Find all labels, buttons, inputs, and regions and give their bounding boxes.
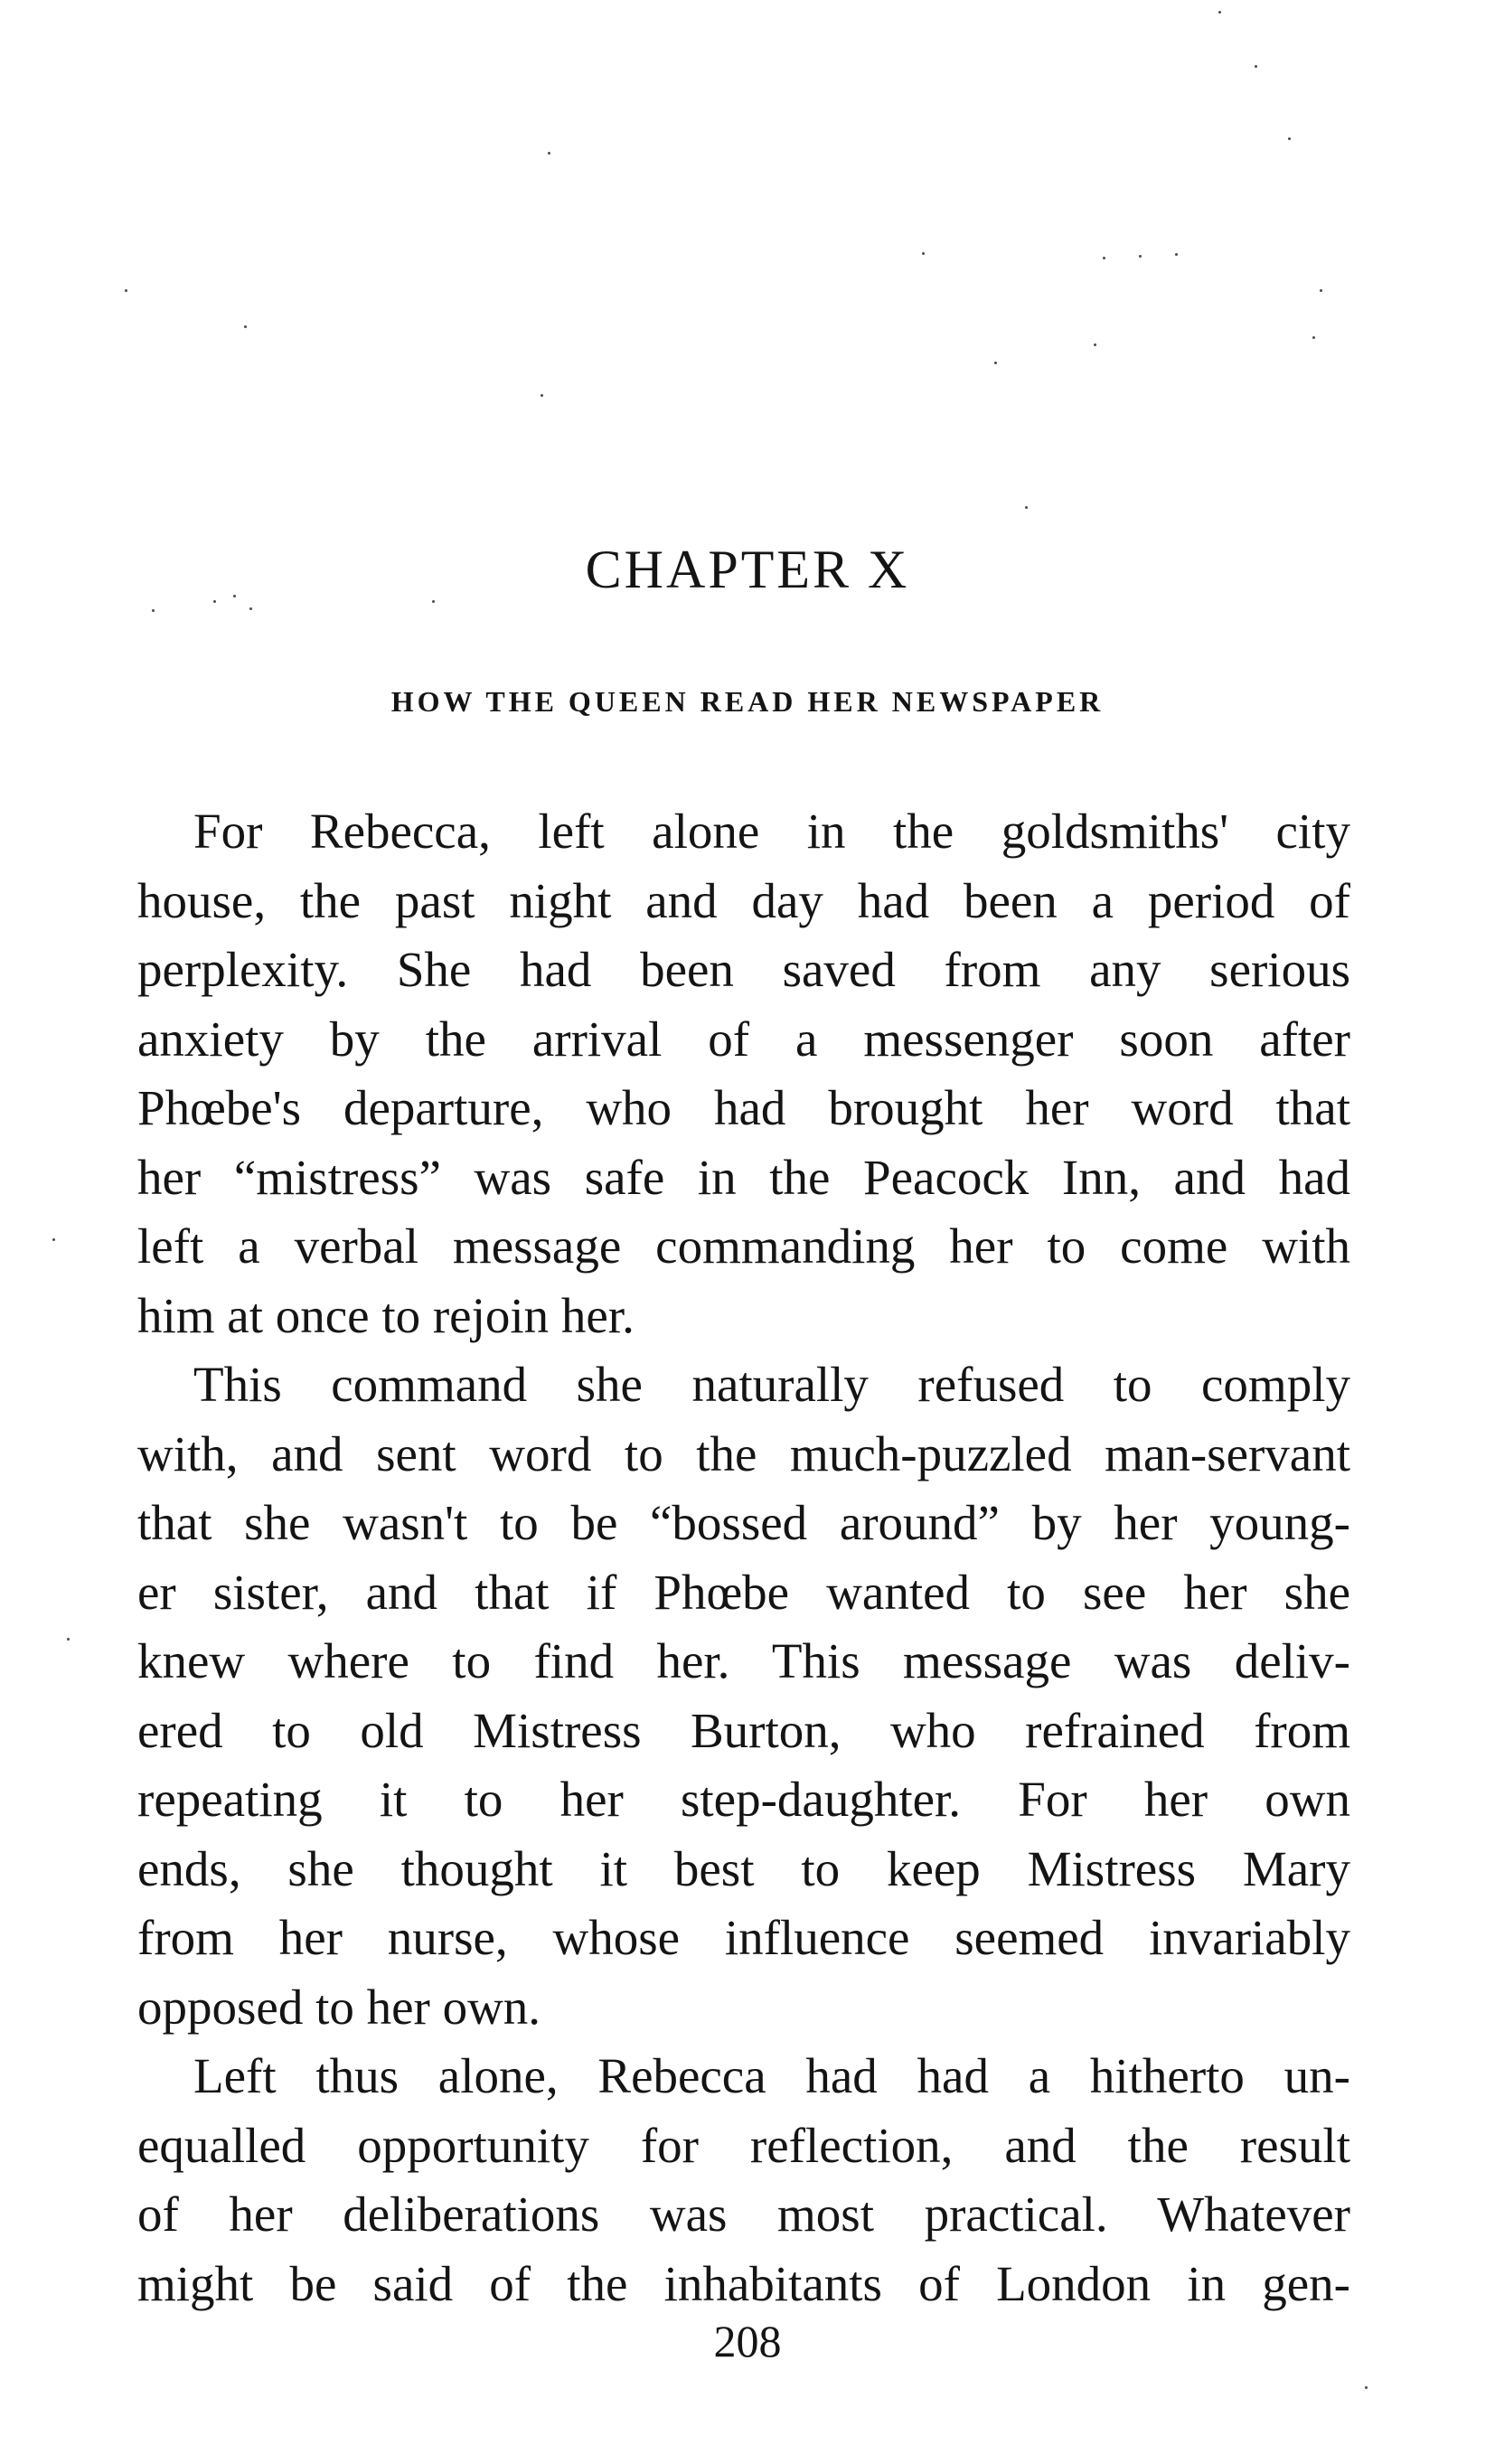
- text-line: left a verbal message commanding her to come with: [137, 1218, 1350, 1274]
- text-line: Phœbe's departure, who had brought her word that: [137, 1080, 1350, 1135]
- scan-speck: [1365, 2386, 1368, 2389]
- scan-speck: [1139, 255, 1142, 258]
- scan-speck: [152, 609, 155, 612]
- scan-speck: [1288, 137, 1291, 140]
- scan-speck: [994, 362, 997, 364]
- scan-speck: [213, 600, 216, 603]
- scan-speck: [541, 394, 543, 397]
- body-text: [137, 797, 1350, 2318]
- text-line: ends, she thought it best to keep Mistress Mary: [137, 1840, 1350, 1896]
- page-number: 208: [713, 2316, 782, 2366]
- text-line: opposed to her own.: [137, 1979, 541, 2035]
- text-line: This command she naturally refused to comply: [193, 1357, 1350, 1412]
- scan-speck: [1094, 343, 1096, 346]
- scan-speck: [1175, 253, 1178, 256]
- text-line: perplexity. She had been saved from any serious: [137, 942, 1350, 997]
- scan-speck: [432, 600, 435, 603]
- text-line: For Rebecca, left alone in the goldsmiths' city: [193, 804, 1350, 859]
- text-line: repeating it to her step-daughter. For her own: [137, 1772, 1350, 1827]
- text-line: him at once to rejoin her.: [137, 1287, 635, 1343]
- chapter-subtitle: HOW THE QUEEN READ HER NEWSPAPER: [390, 685, 1105, 718]
- text-line: ered to old Mistress Burton, who refrained from: [137, 1702, 1350, 1758]
- scan-speck: [52, 1238, 55, 1241]
- text-line: her “mistress” was safe in the Peacock Inn, and had: [137, 1149, 1350, 1205]
- text-line: with, and sent word to the much-puzzled man-servant: [137, 1425, 1350, 1481]
- text-line: from her nurse, whose influence seemed invariably: [137, 1910, 1350, 1965]
- scan-speck: [1255, 65, 1257, 68]
- scan-speck: [548, 152, 550, 155]
- scan-speck: [1312, 336, 1315, 339]
- scan-speck: [1218, 11, 1221, 14]
- text-line: house, the past night and day had been a period of: [137, 872, 1350, 928]
- text-line: anxiety by the arrival of a messenger soon after: [137, 1011, 1350, 1067]
- scan-speck: [1320, 289, 1322, 292]
- text-line: that she wasn't to be “bossed around” by her young-: [137, 1495, 1350, 1550]
- text-line: knew where to find her. This message was deliv-: [137, 1633, 1350, 1688]
- text-line: er sister, and that if Phœbe wanted to see her she: [137, 1564, 1350, 1620]
- scan-speck: [125, 289, 127, 292]
- text-line: of her deliberations was most practical. Whatever: [137, 2187, 1350, 2242]
- chapter-title: CHAPTER X: [585, 540, 910, 599]
- text-line: Left thus alone, Rebecca had had a hitherto un-: [193, 2048, 1350, 2103]
- scan-speck: [1103, 257, 1105, 259]
- text-line: might be said of the inhabitants of London in gen-: [137, 2255, 1350, 2311]
- scan-speck: [244, 325, 247, 328]
- scan-speck: [1025, 506, 1028, 509]
- scan-speck: [922, 252, 925, 255]
- scan-speck: [67, 1638, 70, 1641]
- scan-speck: [249, 607, 252, 610]
- text-line: equalled opportunity for reflection, and the result: [137, 2117, 1350, 2173]
